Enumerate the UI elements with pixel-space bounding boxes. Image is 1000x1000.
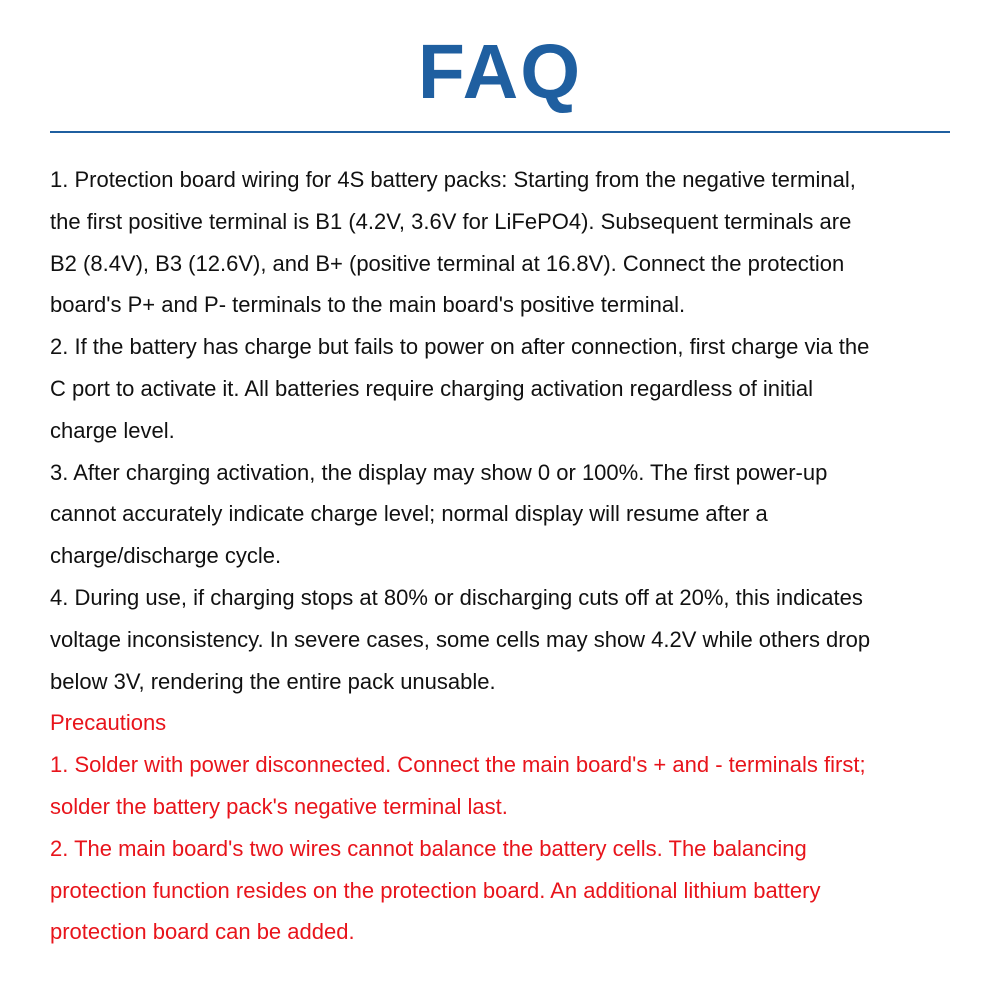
- title-divider: [50, 131, 950, 133]
- faq-line: cannot accurately indicate charge level; normal display will resume after a: [50, 501, 768, 527]
- faq-line: C port to activate it. All batteries require charging activation regardless of initial: [50, 375, 814, 401]
- precautions-heading: Precautions: [50, 710, 167, 736]
- precaution-line: protection board can be added.: [50, 919, 355, 945]
- precaution-line: 2. The main board's two wires cannot balance the battery cells. The balancing: [50, 835, 807, 861]
- precaution-line: solder the battery pack's negative terminal last.: [50, 793, 508, 819]
- faq-line: 1. Protection board wiring for 4S battery packs: Starting from the negative terminal,: [50, 167, 856, 192]
- faq-line: charge/discharge cycle.: [50, 543, 282, 569]
- precaution-line: 1. Solder with power disconnected. Connect the main board's + and - terminals first;: [50, 752, 866, 778]
- faq-line: voltage inconsistency. In severe cases, some cells may show 4.2V while others drop: [50, 626, 871, 652]
- faq-line: B2 (8.4V), B3 (12.6V), and B+ (positive terminal at 16.8V). Connect the protection: [50, 250, 845, 276]
- faq-line: the first positive terminal is B1 (4.2V, 3.6V for LiFePO4). Subsequent terminals are: [50, 208, 852, 234]
- faq-line: 4. During use, if charging stops at 80% or discharging cuts off at 20%, this indicates: [50, 584, 863, 610]
- precaution-line: protection function resides on the protection board. An additional lithium battery: [50, 877, 821, 903]
- faq-line: 3. After charging activation, the display may show 0 or 100%. The first power-up: [50, 459, 828, 485]
- faq-body: [50, 159, 970, 953]
- faq-line: charge level.: [50, 417, 175, 443]
- faq-line: 2. If the battery has charge but fails to power on after connection, first charge via the: [50, 334, 870, 360]
- faq-line: board's P+ and P- terminals to the main board's positive terminal.: [50, 292, 686, 318]
- faq-line: below 3V, rendering the entire pack unusable.: [50, 668, 496, 694]
- page-title: FAQ: [417, 29, 583, 115]
